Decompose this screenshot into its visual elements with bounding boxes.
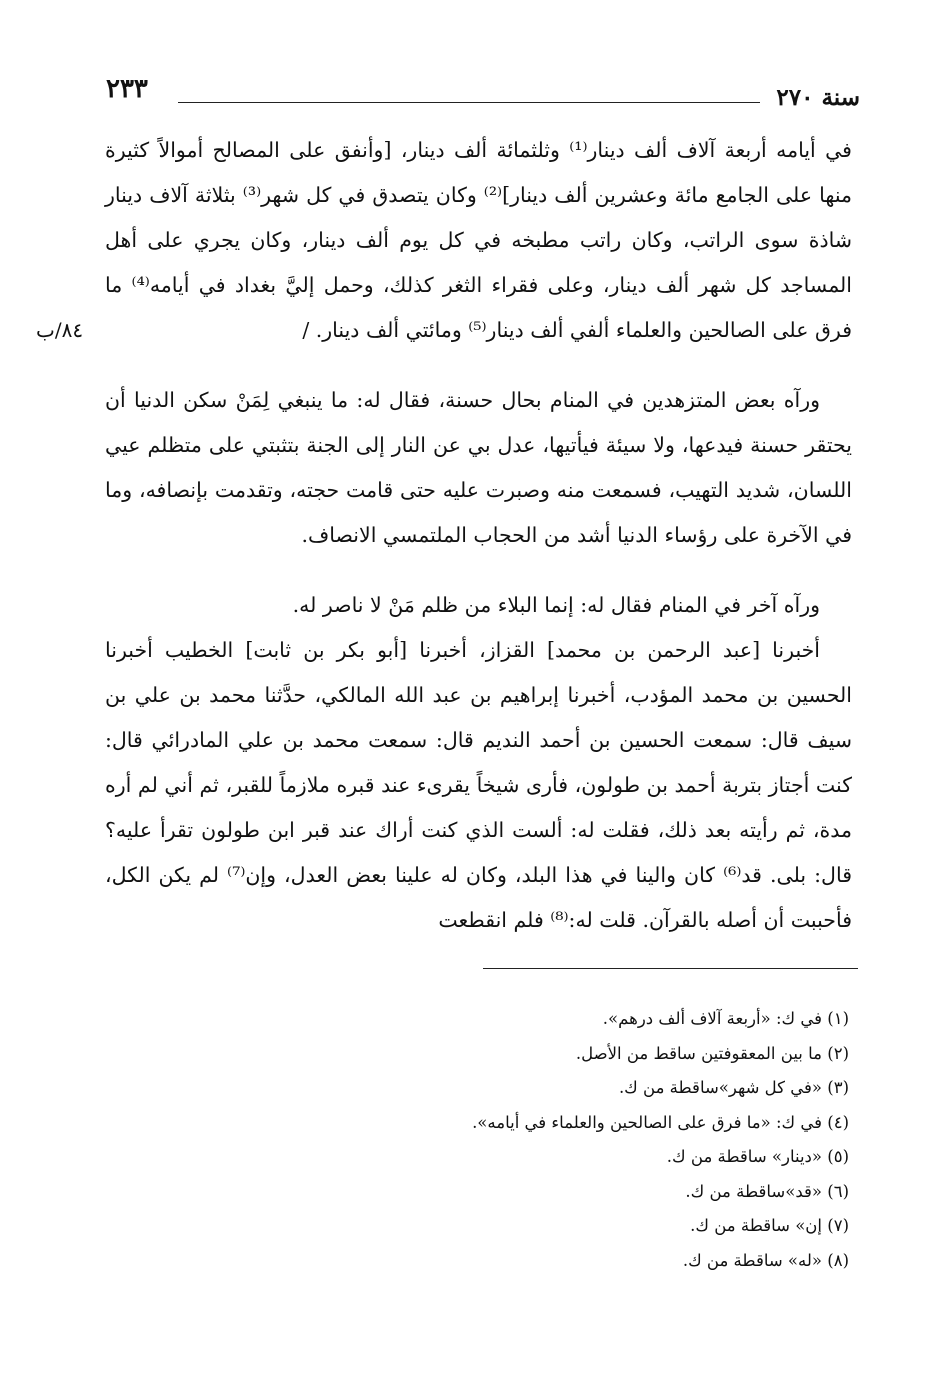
- paragraph-1: [105, 128, 852, 353]
- paragraph-text: ورآه بعض المتزهدين في المنام بحال حسنة، فقال له: ما ينبغي لِمَنْ سكن الدنيا أن يحتقر حسنة فيدعها، ولا سيئة فيأتيها، عدل بي عن النار إلى الجنة بتثبتي على متظلم عيي اللسان، شديد التهيب، فسمعت منه وصبرت عليه حتى قامت حجته، وتقدمت بإنصافه، وما في الآخرة على رؤساء الدنيا أشد من الحجاب الملتمسي الانصاف.: [105, 388, 852, 547]
- footnote-7: (٧) إن» ساقطة من ك.: [690, 1216, 849, 1235]
- footnote-4: (٤) في ك: «ما فرق على الصالحين والعلماء في أيامه».: [472, 1112, 849, 1132]
- header-rule: [178, 102, 760, 103]
- footnote-3: (٣) «في كل شهر»ساقطة من ك.: [618, 1078, 849, 1097]
- footnote-separator: [483, 968, 858, 969]
- page-header: [100, 70, 860, 114]
- footnote-2: (٢) ما بين المعقوفتين ساقط من الأصل.: [575, 1043, 849, 1063]
- footnote-8: (٨) «له» ساقطة من ك.: [682, 1250, 849, 1270]
- paragraph-text: في أيامه أربعة آلاف ألف دينار⁽¹⁾ وثلثمائة ألف دينار، [وأنفق على المصالح أموالاً كثيرة منها على الجامع مائة وعشرين ألف دينار]⁽²⁾ وكان يتصدق في كل شهر⁽³⁾ بثلاثة آلاف دينار شاذة سوى الراتب، وكان راتب مطبخه في كل يوم ألف دينار، وكان يجري على أهل المساجد كل شهر ألف دينار، وعلى فقراء الثغر كذلك، وحمل إليَّ بغداد في أيامه⁽⁴⁾ ما فرق على الصالحين والعلماء ألفي ألف دينار⁽⁵⁾ ومائتي ألف دينار. /: [105, 138, 852, 342]
- footnotes-list: [329, 1002, 849, 1278]
- running-title: سنة ٢٧٠: [776, 84, 860, 111]
- footnote-5: (٥) «دينار» ساقطة من ك.: [666, 1147, 849, 1166]
- paragraph-text: ورآه آخر في المنام فقال له: إنما البلاء من ظلم مَنْ لا ناصر له.: [292, 593, 820, 617]
- footnote-6: (٦) «قد»ساقطة من ك.: [685, 1181, 849, 1201]
- paragraph-text: أخبرنا [عبد الرحمن بن محمد] القزاز، أخبرنا [أبو بكر بن ثابت] الخطيب أخبرنا الحسين بن محمد المؤدب، أخبرنا إبراهيم بن عبد الله المالكي، حدَّثنا محمد بن علي بن سيف قال: سمعت الحسين بن أحمد النديم قال: سمعت محمد بن علي المادرائي قال: كنت أجتاز بتربة أحمد بن طولون، فأرى شيخاً يقرىء عند قبره ملازماً للقبر، ثم أني لم أره مدة، ثم رأيته بعد ذلك، فقلت له: ألست الذي كنت أراك عند قبر ابن طولون تقرأ عليه؟ قال: بلى. قد⁽⁶⁾ كان والينا في هذا البلد، وكان له علينا بعض العدل، وإن⁽⁷⁾ لم يكن الكل، فأحببت أن أصله بالقرآن. قلت له:⁽⁸⁾ فلم انقطعت: [105, 638, 853, 932]
- paragraph-2: [105, 378, 852, 558]
- footnote-1: (١) في ك: «أربعة آلاف ألف درهم».: [602, 1009, 849, 1028]
- page-number: ٢٣٣: [106, 74, 148, 104]
- paragraph-3: [105, 583, 852, 628]
- manuscript-folio-marker: ٨٤/ب: [36, 318, 84, 342]
- paragraph-4: [105, 628, 852, 943]
